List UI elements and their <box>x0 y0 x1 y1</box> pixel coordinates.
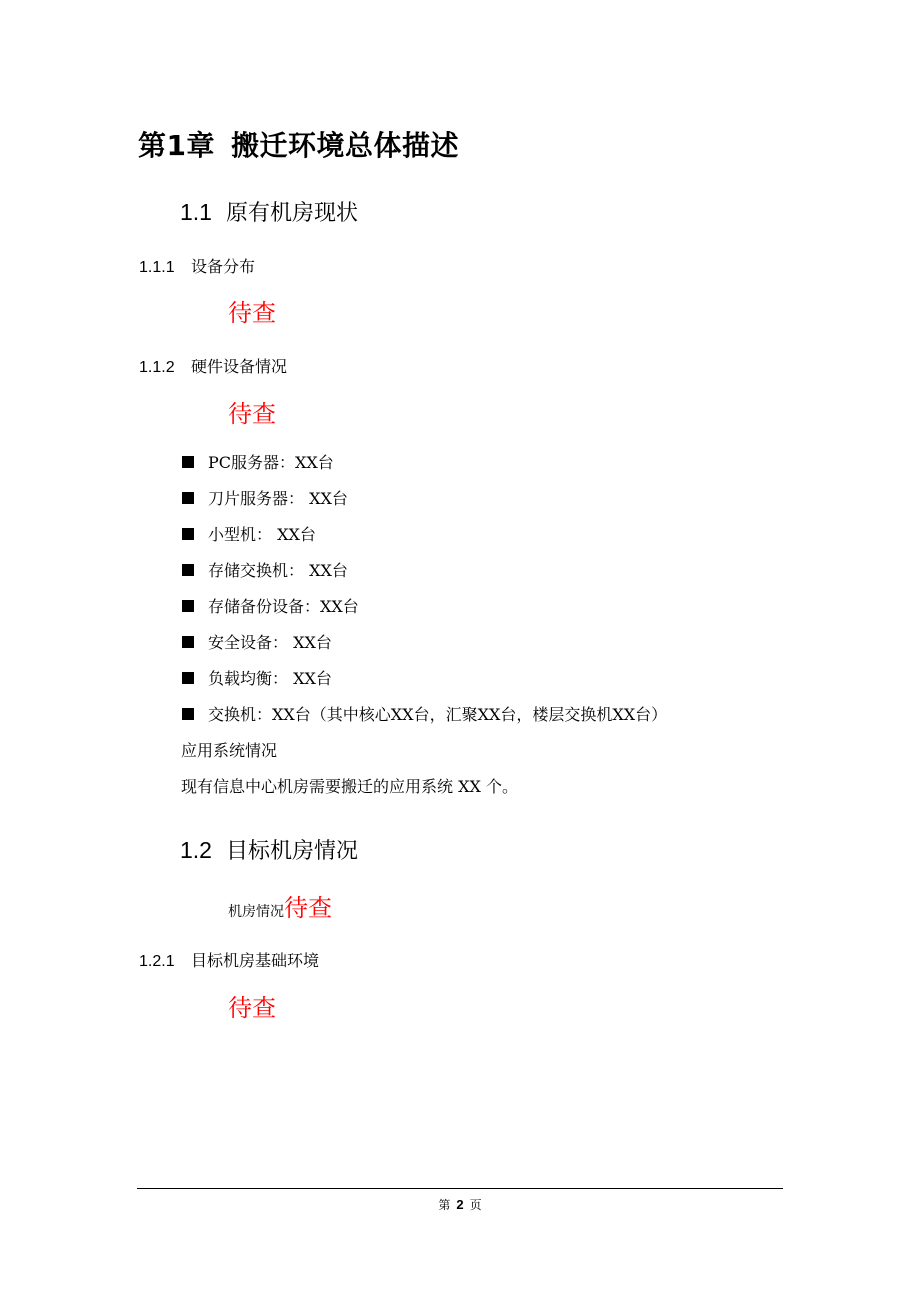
section-title: 原有机房现状 <box>226 201 359 226</box>
footer-suffix: 页 <box>469 1198 482 1212</box>
subsection-heading-1-2-1 <box>139 948 319 971</box>
page-number: 2 <box>456 1197 464 1212</box>
pending-note: 待查 <box>228 994 276 1022</box>
bullet-square-icon <box>182 528 194 540</box>
bullet-square-icon <box>182 672 194 684</box>
footer-divider <box>137 1188 783 1189</box>
bullet-square-icon <box>182 456 194 468</box>
section-number: 1.1 <box>180 199 212 225</box>
pending-note: 待查 <box>284 894 332 922</box>
chapter-heading <box>138 124 459 164</box>
pending-note: 待查 <box>228 400 276 428</box>
list-item: PC服务器：XX台 <box>182 450 334 473</box>
bullet-square-icon <box>182 492 194 504</box>
list-item: 负载均衡： XX台 <box>182 666 332 689</box>
chapter-number: 第1章 <box>138 129 215 162</box>
list-item: 刀片服务器： XX台 <box>182 486 348 509</box>
pending-note: 待查 <box>228 299 276 327</box>
list-item: 存储备份设备：XX台 <box>182 594 359 617</box>
target-room-note <box>228 888 332 923</box>
subsection-heading-1-1-1 <box>139 254 255 277</box>
app-systems-heading: 应用系统情况 <box>181 741 278 760</box>
bullet-square-icon <box>182 564 194 576</box>
subsection-number: 1.1.1 <box>139 259 175 276</box>
bullet-square-icon <box>182 636 194 648</box>
list-item: 安全设备： XX台 <box>182 630 332 653</box>
subsection-title: 设备分布 <box>191 257 256 276</box>
section-number: 1.2 <box>180 837 212 863</box>
list-item: 小型机： XX台 <box>182 522 316 545</box>
bullet-square-icon <box>182 600 194 612</box>
room-label: 机房情况 <box>228 904 284 920</box>
list-item: 交换机：XX台（其中核心XX台，汇聚XX台，楼层交换机XX台） <box>182 702 667 725</box>
list-item: 存储交换机： XX台 <box>182 558 348 581</box>
page-footer <box>0 1196 920 1213</box>
section-heading-1-1 <box>180 196 358 227</box>
chapter-title: 搬迁环境总体描述 <box>230 129 459 162</box>
subsection-heading-1-1-2 <box>139 354 287 377</box>
section-title: 目标机房情况 <box>226 839 359 864</box>
bullet-square-icon <box>182 708 194 720</box>
app-systems-text: 现有信息中心机房需要搬迁的应用系统 XX 个。 <box>181 777 518 796</box>
subsection-title: 硬件设备情况 <box>191 357 288 376</box>
footer-prefix: 第 <box>438 1198 451 1212</box>
subsection-title: 目标机房基础环境 <box>191 951 320 970</box>
section-heading-1-2 <box>180 834 358 865</box>
subsection-number: 1.2.1 <box>139 953 175 970</box>
subsection-number: 1.1.2 <box>139 359 175 376</box>
